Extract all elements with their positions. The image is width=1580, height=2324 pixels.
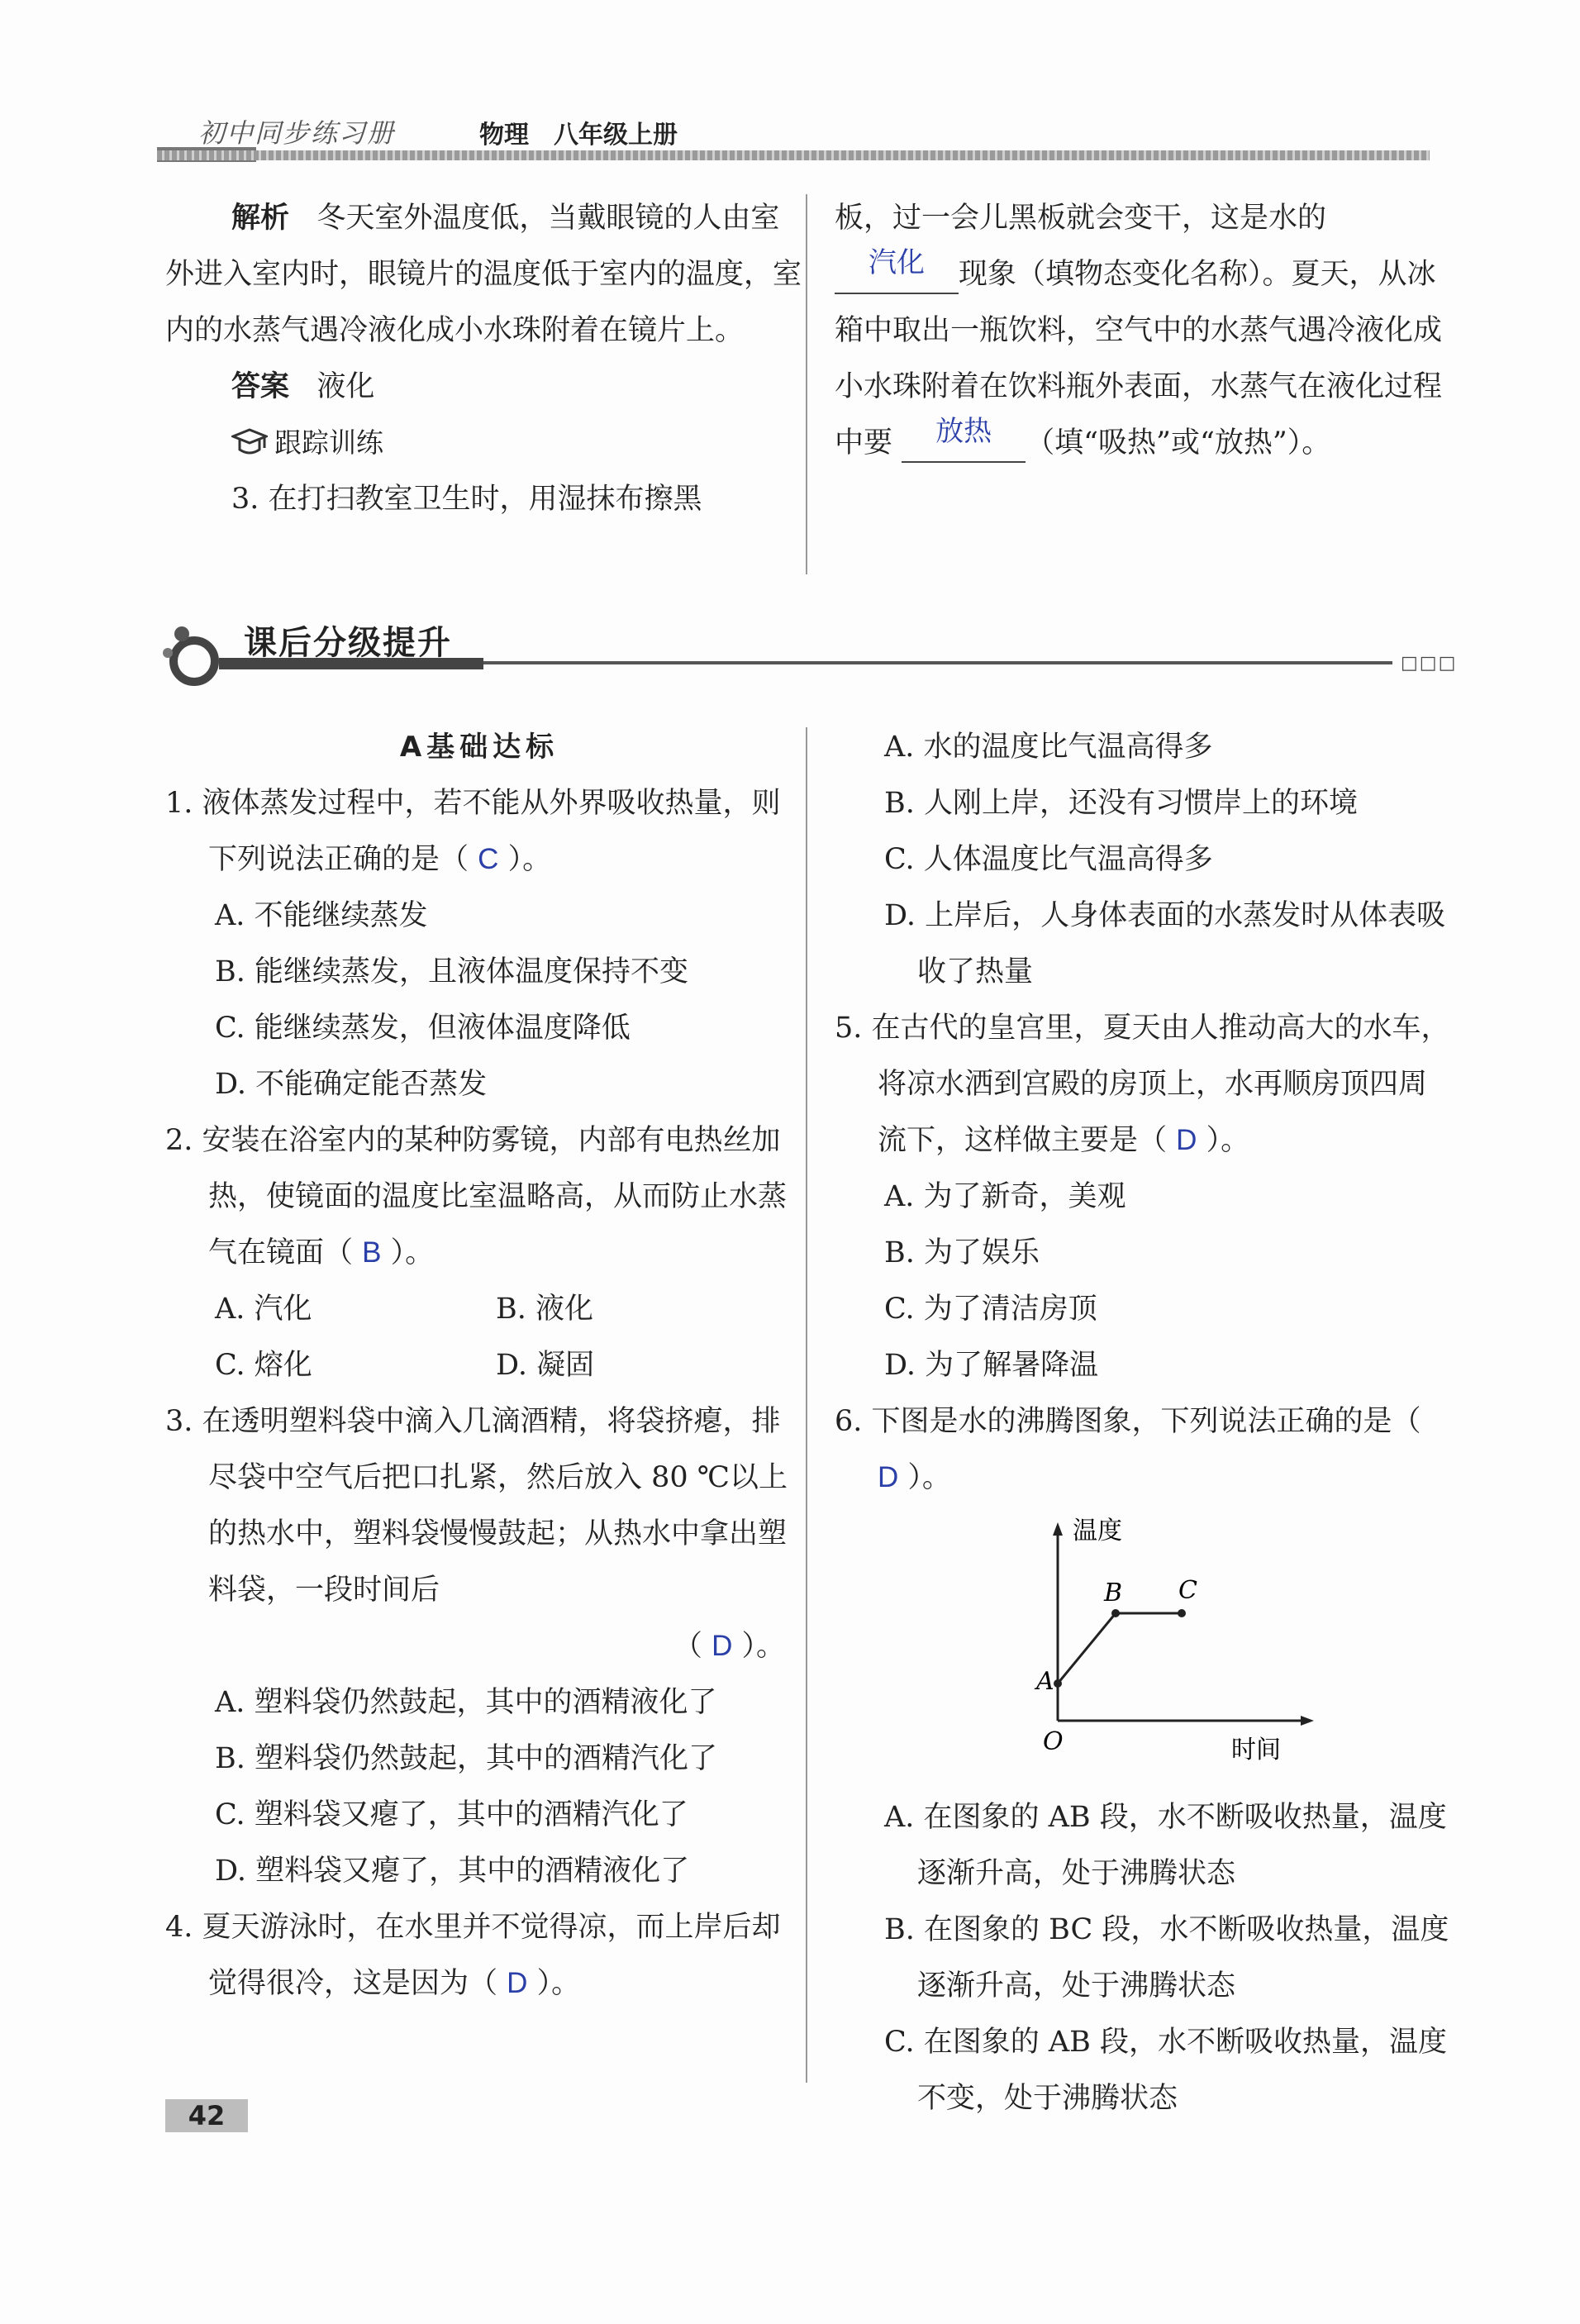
page-header [157,107,1430,174]
question-stem: 4. 夏天游泳时，在水里并不觉得凉，而上岸后却觉得很冷，这是因为（ [165,1911,781,2000]
fill-text-1: 板，过一会儿黑板就会变干，这是水的 [835,202,1327,235]
analysis-text: 冬天室外温度低，当戴眼镜的人由室外进入室内时，眼镜片的温度低于室内的温度，室内的水蒸气遇冷液化成小水珠附着在镜片上。 [165,202,802,347]
option: C. 人体温度比气温高得多 [884,843,1213,876]
page-number: 42 [165,2099,248,2132]
question-end: ）。 [907,1461,951,1494]
question-3-answer [165,1618,793,1674]
option: C. 塑料袋又瘪了，其中的酒精汽化了 [215,1798,688,1831]
option: A. 在图象的 AB 段，水不断吸收热量，温度逐渐升高，处于沸腾状态 [884,1801,1447,1890]
answer-text: 液化 [316,370,375,403]
question-5 [835,1000,1450,1169]
question-stem: 3. 在透明塑料袋中滴入几滴酒精，将袋挤瘪，排尽袋中空气后把口扎紧，然后放入 80 ℃以上的热水中，塑料袋慢慢鼓起；从热水中拿出塑料袋，一段时间后 [165,1405,788,1607]
answer-mark: D [711,1630,733,1662]
option: B. 人刚上岸，还没有习惯岸上的环境 [884,787,1358,820]
option: C. 熔化 [215,1349,312,1382]
option: D. 不能确定能否蒸发 [215,1068,488,1101]
dot-icon [163,648,173,658]
answer-mark: D [507,1967,528,1999]
curve [1058,1613,1182,1683]
option: B. 在图象的 BC 段，水不断吸收热量，温度逐渐升高，处于沸腾状态 [884,1913,1449,2003]
option: B. 塑料袋仍然鼓起，其中的酒精汽化了 [215,1742,717,1775]
option: A. 不能继续蒸发 [215,899,428,932]
y-label: 温度 [1073,1517,1122,1545]
question-end: ）。 [1206,1124,1250,1157]
header-rule [157,150,1430,160]
question-stem: 2. 安装在浴室内的某种防雾镜，内部有电热丝加热，使镜面的温度比室温略高，从而防止水蒸气在镜面（ [165,1124,788,1269]
y-axis-arrow [1053,1522,1063,1536]
point-c-dot [1178,1609,1186,1617]
graduation-cap-icon [231,428,268,458]
right-column [835,719,1450,2126]
question-stem: 5. 在古代的皇宫里，夏天由人推动高大的水车，将凉水洒到宫殿的房顶上，水再顺房顶四周流下，这样做主要是（ [835,1012,1450,1157]
question-3 [165,1393,793,1618]
top-right-column [835,190,1446,471]
fill-paragraph [835,190,1446,471]
training-heading [165,415,802,471]
question-4 [165,1899,793,2012]
point-b-dot [1111,1609,1120,1617]
analysis-label: 解析 [231,202,290,235]
option-row [165,1281,793,1337]
question-open: （ [673,1630,702,1663]
blank-2 [902,416,1026,463]
point-b-label: B [1104,1579,1123,1607]
column-divider [806,727,807,2083]
question-3-start: 3. 在打扫教室卫生时，用湿抹布擦黑 [231,483,702,516]
question-end: ）。 [390,1236,435,1269]
answer-mark: C [478,843,499,875]
option: B. 液化 [496,1293,593,1326]
question-6 [835,1393,1450,1506]
left-column [165,719,793,2012]
x-axis-arrow [1301,1716,1314,1726]
column-divider-top [806,194,807,574]
answer-label: 答案 [231,370,290,403]
option: D. 塑料袋又瘪了，其中的酒精液化了 [215,1855,690,1888]
x-label: 时间 [1231,1736,1281,1762]
question-stem: 1. 液体蒸发过程中，若不能从外界吸收热量，则下列说法正确的是（ [165,787,781,876]
ring-icon [169,636,219,686]
point-c-label: C [1178,1576,1197,1605]
option: B. 为了娱乐 [884,1236,1040,1269]
question-end: ）。 [536,1967,581,2000]
point-a-dot [1054,1679,1062,1688]
answer-mark: D [878,1461,899,1493]
section-boxes: □□□ [1401,653,1458,674]
answer-mark: B [362,1236,382,1269]
option: B. 能继续蒸发，且液体温度保持不变 [215,955,688,988]
fill-text-2: 现象（填物态变化名称）。夏天，从冰箱中取出一瓶饮料，空气中的水蒸气遇冷液化成小水珠附着在饮料瓶外表面，水蒸气在液化过程中要 [835,258,1443,460]
answer-line [165,359,802,415]
point-a-label: A [1036,1667,1054,1696]
option: D. 凝固 [496,1349,595,1382]
option-row [165,1337,793,1393]
fill-text-3: （填“吸热”或“放热”）。 [1026,426,1331,460]
subject: 物理 [479,121,529,150]
book-title: 初中同步练习册 [198,117,396,149]
question-end: ）。 [507,843,552,876]
top-left-column [165,190,802,527]
option: C. 能继续蒸发，但液体温度降低 [215,1012,631,1045]
option: A. 为了新奇，美观 [884,1180,1126,1213]
question-1 [165,775,793,888]
origin-label: O [1043,1727,1064,1756]
section-banner [161,612,1458,694]
option: C. 在图象的 AB 段，水不断吸收热量，温度不变，处于沸腾状态 [884,2026,1448,2115]
blank-1-answer: 汽化 [869,247,925,279]
sub-heading: A基础达标 [399,731,559,764]
analysis-paragraph [165,190,802,359]
question-end: ）。 [741,1630,785,1663]
boiling-graph [1025,1514,1322,1762]
grade: 八年级上册 [554,121,678,150]
option: A. 水的温度比气温高得多 [884,731,1213,764]
option: A. 汽化 [215,1293,312,1326]
section-title: 课后分级提升 [244,624,452,662]
answer-mark: D [1176,1124,1197,1156]
option: C. 为了清洁房顶 [884,1293,1097,1326]
dot-icon [174,626,189,641]
blank-1 [835,247,959,294]
blank-2-answer: 放热 [935,416,992,447]
option: D. 为了解暑降温 [884,1349,1099,1382]
question-2 [165,1112,793,1281]
question-stem: 6. 下图是水的沸腾图象，下列说法正确的是（ [835,1405,1421,1438]
training-label: 跟踪训练 [274,426,383,459]
option: D. 上岸后，人身体表面的水蒸发时从体表吸收了热量 [884,899,1446,988]
option: A. 塑料袋仍然鼓起，其中的酒精液化了 [215,1686,717,1719]
